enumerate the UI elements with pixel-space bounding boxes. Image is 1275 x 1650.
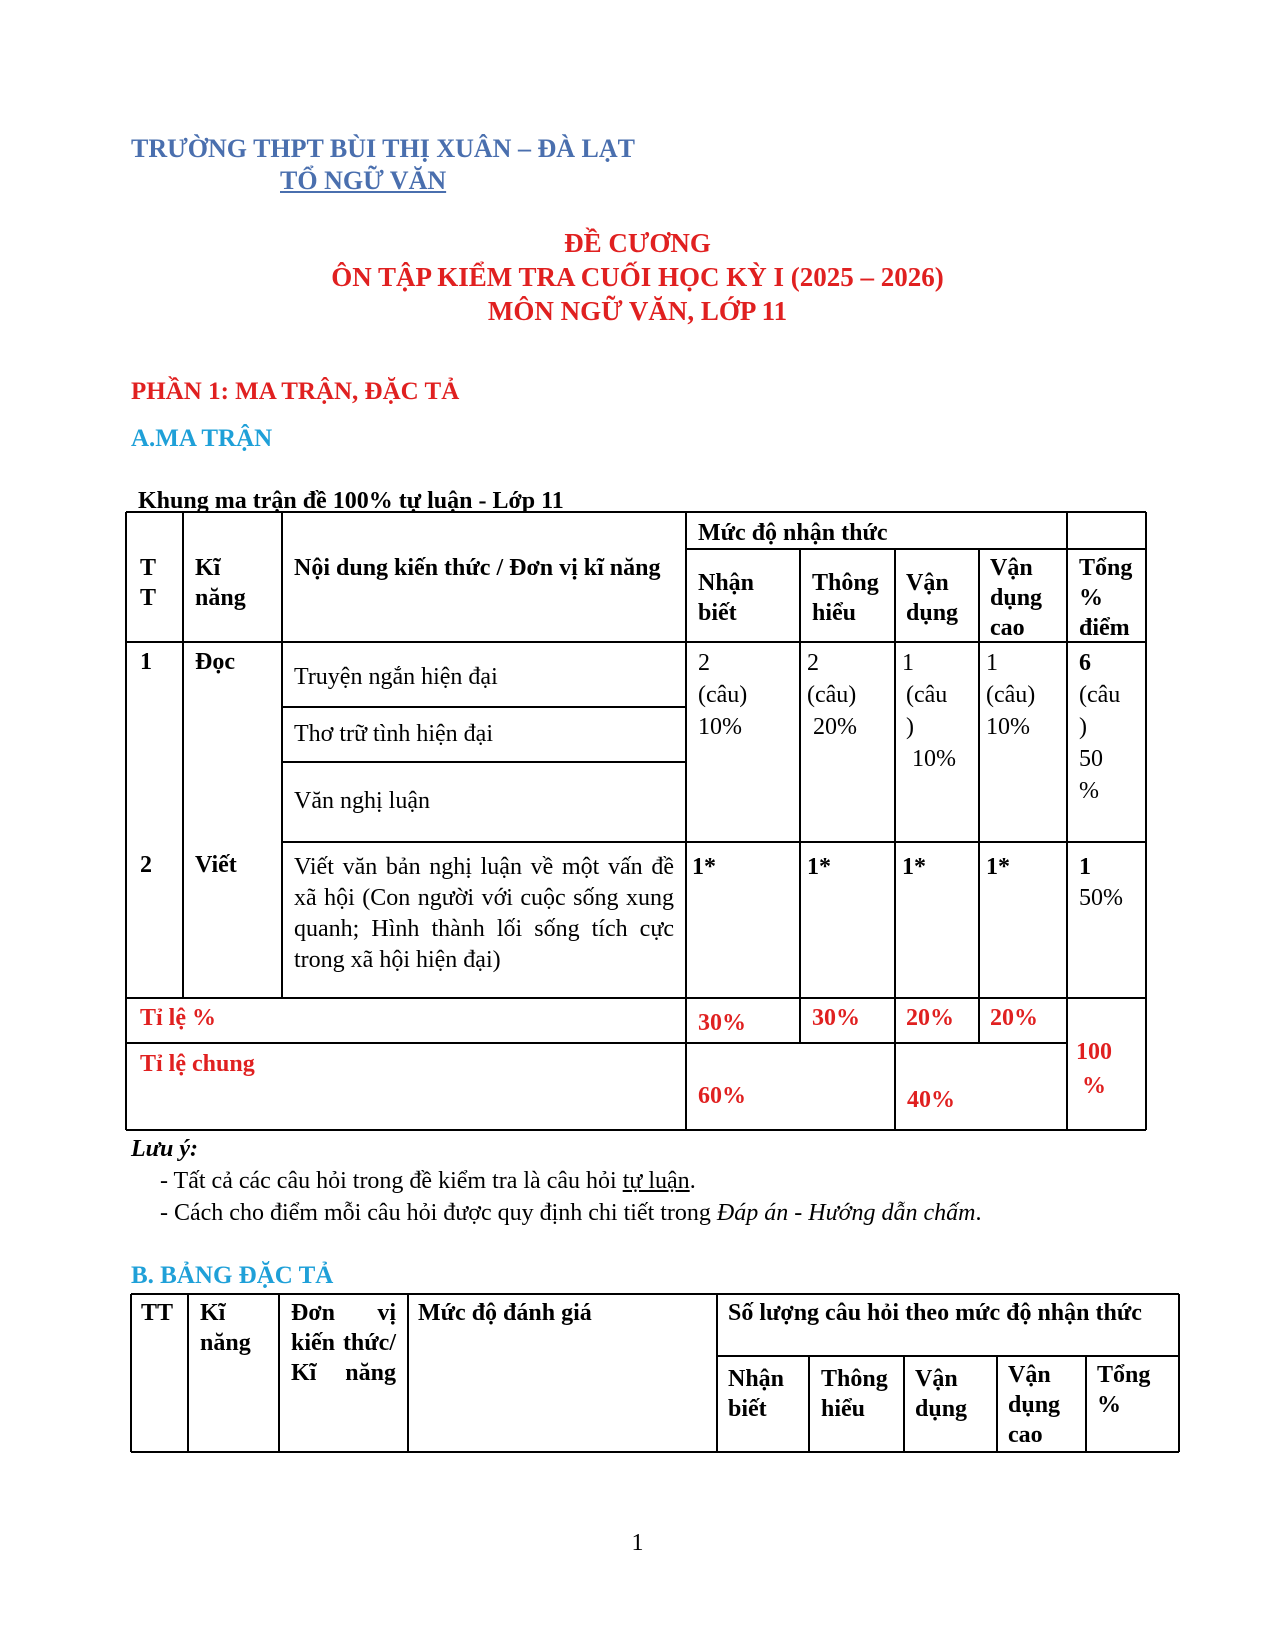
spec-header-thong-hieu: Thông hiểu [821, 1366, 888, 1422]
row1-van-dung-cao [986, 647, 1064, 743]
header-skill: Kĩ năng [195, 555, 246, 611]
spec-header-skill: Kĩ năng [200, 1300, 251, 1356]
ratio-nhan-biet: 30% [698, 1010, 746, 1036]
ratio-common-label: Tỉ lệ chung [140, 1051, 255, 1077]
row1-th-pct: 20% [813, 714, 857, 740]
spec-header-total: Tổng % [1097, 1362, 1151, 1418]
ratio-common-total-value: 100 [1076, 1039, 1112, 1065]
ratio-common-left: 60% [698, 1083, 746, 1109]
row1-total-pct-sign: % [1079, 778, 1099, 804]
row1-total [1079, 647, 1143, 807]
header-level-group: Mức độ nhận thức [698, 520, 888, 546]
header-thong-hieu: Thông hiểu [812, 570, 879, 626]
row1-thong-hieu [807, 647, 892, 743]
spec-header-van-dung-cao: Vận dụng cao [1008, 1362, 1061, 1448]
header-van-dung-cao: Vận dụng cao [990, 555, 1043, 641]
header-tt: T T [140, 555, 157, 611]
row2-content: Viết văn bản nghị luận về một vấn đề xã hội (Con người với cuộc sống xung quanh; Hình thành lối sống tích cực trong xã hội hiện đại) [294, 854, 674, 973]
row1-item-lyric-poetry: Thơ trữ tình hiện đại [294, 721, 493, 747]
row1-vd-unit: (câu [906, 682, 948, 708]
row2-skill: Viết [195, 852, 237, 878]
row1-vdc-count: 1 [986, 650, 998, 676]
section-a-heading: A.MA TRẬN [131, 425, 273, 452]
ratio-common-total-sign: % [1082, 1073, 1106, 1099]
notes-heading: Lưu ý: [131, 1136, 199, 1162]
note-2-text: - Cách cho điểm mỗi câu hỏi được quy định chi tiết trong [160, 1200, 717, 1226]
row2-total-pct: 50% [1079, 885, 1123, 911]
row2-thong-hieu: 1* [807, 854, 831, 880]
header-nhan-biet: Nhận biết [698, 570, 755, 626]
row1-vdc-unit: (câu) [986, 682, 1036, 708]
row1-vd-pct: 10% [912, 746, 956, 772]
header-total: Tổng % điểm [1079, 555, 1133, 641]
row2-van-dung: 1* [902, 854, 926, 880]
row1-nb-unit: (câu) [698, 682, 748, 708]
spec-header-unit [291, 1298, 396, 1388]
ratio-van-dung: 20% [906, 1005, 954, 1031]
row1-item-argumentative: Văn nghị luận [294, 788, 430, 814]
row1-nb-pct: 10% [698, 714, 742, 740]
header-content: Nội dung kiến thức / Đơn vị kĩ năng [294, 555, 661, 581]
row2-total-count: 1 [1079, 854, 1091, 880]
ratio-common-total [1076, 1035, 1112, 1103]
ratio-thong-hieu: 30% [812, 1005, 860, 1031]
row1-th-count: 2 [807, 650, 819, 676]
row1-vd-paren: ) [906, 714, 914, 740]
note-1 [160, 1168, 696, 1195]
spec-header-van-dung: Vận dụng [915, 1366, 968, 1422]
spec-header-tt: TT [141, 1300, 174, 1326]
ratio-van-dung-cao: 20% [990, 1005, 1038, 1031]
row2-total [1079, 852, 1123, 914]
ratio-common-right: 40% [907, 1087, 955, 1113]
row1-skill: Đọc [195, 649, 235, 675]
row2-nhan-biet: 1* [692, 854, 716, 880]
row2-tt: 2 [140, 852, 152, 878]
row1-vd-count: 1 [902, 650, 914, 676]
row1-total-count: 6 [1079, 650, 1091, 676]
ratio-label: Tỉ lệ % [140, 1005, 216, 1031]
row1-nhan-biet [698, 647, 788, 743]
note-1-text: - Tất cả các câu hỏi trong đề kiểm tra là câu hỏi [160, 1168, 623, 1194]
note-2-suffix: . [975, 1200, 982, 1226]
school-name: TRƯỜNG THPT BÙI THỊ XUÂN – ĐÀ LẠT [131, 134, 635, 163]
note-2-italic: Đáp án - Hướng dẫn chấm [716, 1200, 976, 1226]
note-1-underlined: tự luận [622, 1168, 690, 1194]
spec-header-nhan-biet: Nhận biết [728, 1366, 785, 1422]
document-title: ĐỀ CƯƠNG [564, 228, 711, 258]
row2-van-dung-cao: 1* [986, 854, 1010, 880]
row1-total-pct: 50 [1079, 746, 1103, 772]
part1-heading: PHẦN 1: MA TRẬN, ĐẶC TẢ [131, 378, 460, 405]
row1-van-dung [902, 647, 977, 775]
matrix-caption: Khung ma trận đề 100% tự luận - Lớp 11 [138, 488, 564, 514]
row1-total-paren: ) [1079, 714, 1087, 740]
row1-item-short-story: Truyện ngắn hiện đại [294, 664, 498, 690]
spec-header-unit-text: Đơn vị kiến thức/ Kĩ năng [291, 1300, 396, 1386]
document-subject: MÔN NGỮ VĂN, LỚP 11 [487, 296, 788, 326]
row1-total-unit: (câu [1079, 682, 1121, 708]
section-b-heading: B. BẢNG ĐẶC TẢ [131, 1262, 334, 1289]
row1-tt: 1 [140, 649, 152, 675]
spec-header-count-group: Số lượng câu hỏi theo mức độ nhận thức [728, 1300, 1142, 1326]
header-van-dung: Vận dụng [906, 570, 959, 626]
row1-nb-count: 2 [698, 650, 710, 676]
page-number: 1 [631, 1530, 644, 1556]
spec-header-assessment: Mức độ đánh giá [418, 1300, 592, 1326]
note-2 [160, 1200, 981, 1227]
row1-th-unit: (câu) [807, 682, 857, 708]
document-subtitle: ÔN TẬP KIỂM TRA CUỐI HỌC KỲ I (2025 – 2026) [331, 262, 944, 292]
note-1-suffix: . [689, 1168, 696, 1194]
department-name: TỔ NGỮ VĂN [280, 166, 447, 195]
row1-vdc-pct: 10% [986, 714, 1030, 740]
